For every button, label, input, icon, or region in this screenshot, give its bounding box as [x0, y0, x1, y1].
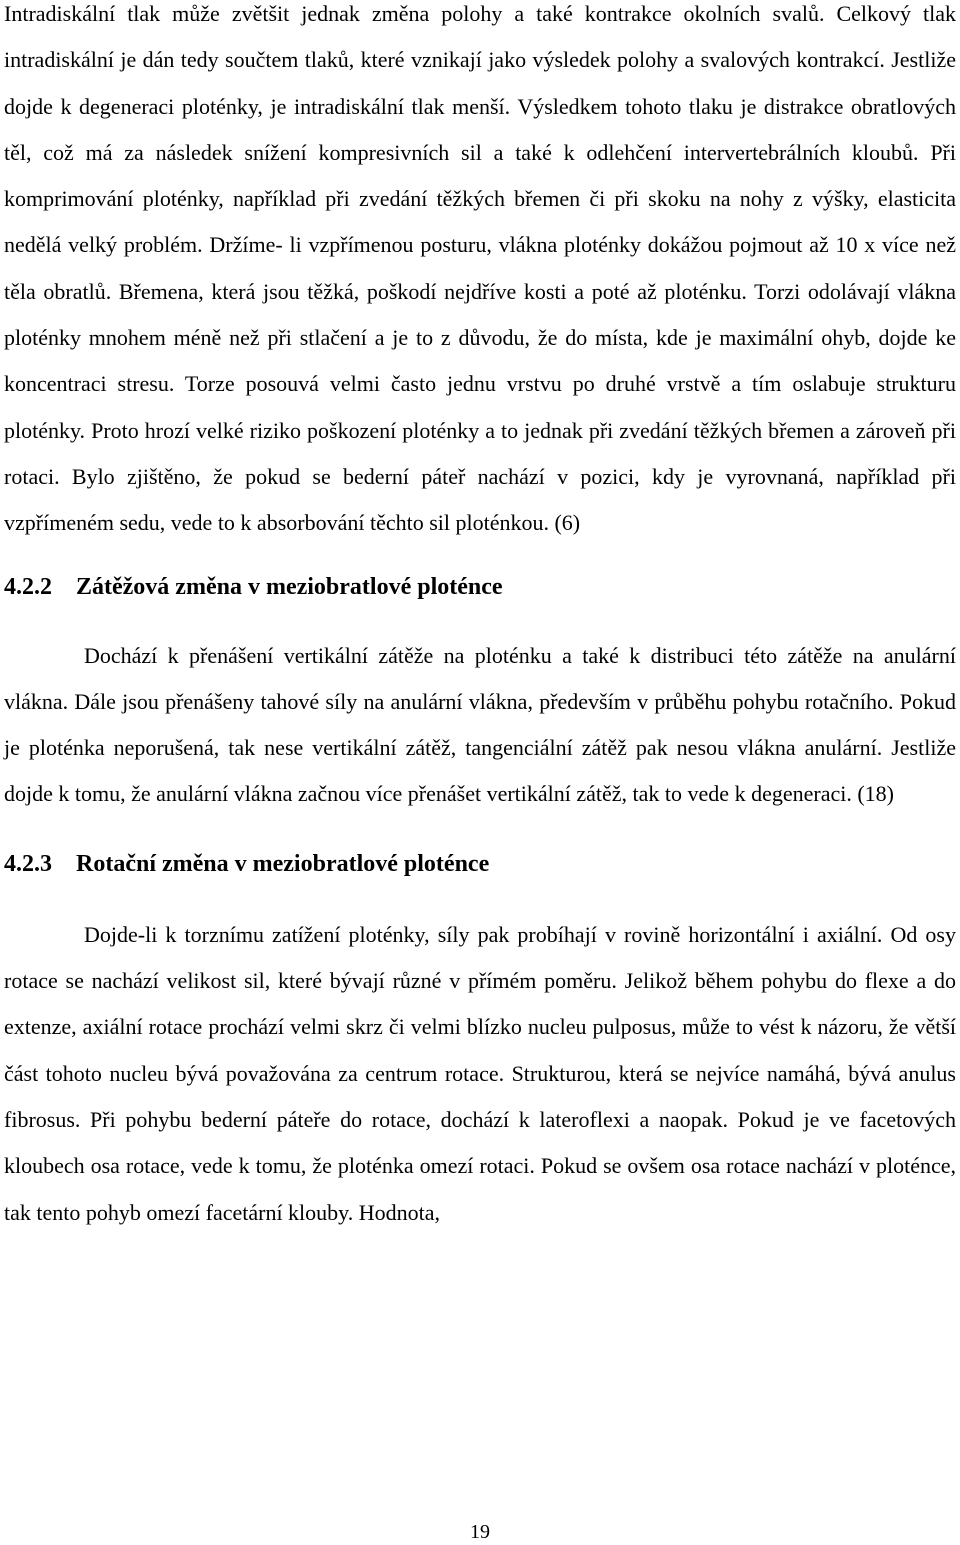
paragraph-intradiscal-pressure — [4, 0, 956, 547]
document-page — [4, 0, 956, 1236]
section-number: 4.2.3 — [4, 850, 52, 877]
section-title: Rotační změna v meziobratlové ploténce — [76, 850, 490, 877]
paragraph-text: Dochází k přenášení vertikální zátěže na ploténku a také k distribuci této zátěže na anulární vlákna. Dále jsou přenášeny tahové síly na anulární vlákna, především v průběhu pohybu rotačního. Pokud je ploténka neporušená, tak nese vertikální zátěž, tangenciální zátěž pak nesou vlákna anulární. Jestliže dojde k tomu, že anulární vlákna začnou více přenášet vertikální zátěž, tak to vede k degeneraci. (18) — [4, 642, 956, 807]
section-heading-4-2-2 — [4, 572, 956, 602]
paragraph-rotation-change — [4, 912, 956, 1236]
paragraph-load-change — [4, 633, 956, 818]
page-number: 19 — [470, 1521, 490, 1543]
section-title: Zátěžová změna v meziobratlové ploténce — [76, 573, 503, 600]
paragraph-text: Dojde-li k torznímu zatížení ploténky, síly pak probíhají v rovině horizontální i axiální. Od osy rotace se nachází velikost sil, které bývají různé v přímém poměru. Jelikož během pohybu do flexe a do extenze, axiální rotace prochází velmi skrz či velmi blízko nucleu pulposus, může to vést k názoru, že větší část tohoto nucleu bývá považována za centrum rotace. Strukturou, která se nejvíce namáhá, bývá anulus fibrosus. Při pohybu bederní páteře do rotace, dochází k lateroflexi a naopak. Pokud je ve facetových kloubech osa rotace, vede k tomu, že ploténka omezí rotaci. Pokud se ovšem osa rotace nachází v ploténce, tak tento pohyb omezí facetární klouby. Hodnota, — [4, 921, 956, 1225]
section-number: 4.2.2 — [4, 573, 52, 600]
section-heading-4-2-3 — [4, 849, 956, 879]
paragraph-text: Intradiskální tlak může zvětšit jednak změna polohy a také kontrakce okolních svalů. Celkový tlak intradiskální je dán tedy součtem tlaků, které vznikají jako výsledek polohy a svalových kontrakcí. Jestliže dojde k degeneraci ploténky, je intradiskální tlak menší. Výsledkem tohoto tlaku je distrakce obratlových těl, což má za následek snížení kompresivních sil a také k odlehčení intervertebrálních kloubů. Při komprimování ploténky, například při zvedání těžkých břemen či při skoku na nohy z výšky, elasticita nedělá velký problém. Držíme- li vzpřímenou posturu, vlákna ploténky dokážou pojmout až 10 x více než těla obratlů. Břemena, která jsou těžká, poškodí nejdříve kosti a poté až ploténku. Torzi odolávají vlákna ploténky mnohem méně než při stlačení a je to z důvodu, že do místa, kde je maximální ohyb, dojde ke koncentraci stresu. Torze posouvá velmi často jednu vrstvu po druhé vrstvě a tím oslabuje strukturu ploténky. Proto hrozí velké riziko poškození ploténky a to jednak při zvedání těžkých břemen a zároveň při rotaci. Bylo zjištěno, že pokud se bederní páteř nachází v pozici, kdy je vyrovnaná, například při vzpřímeném sedu, vede to k absorbování těchto sil ploténkou. (6) — [4, 1, 956, 536]
